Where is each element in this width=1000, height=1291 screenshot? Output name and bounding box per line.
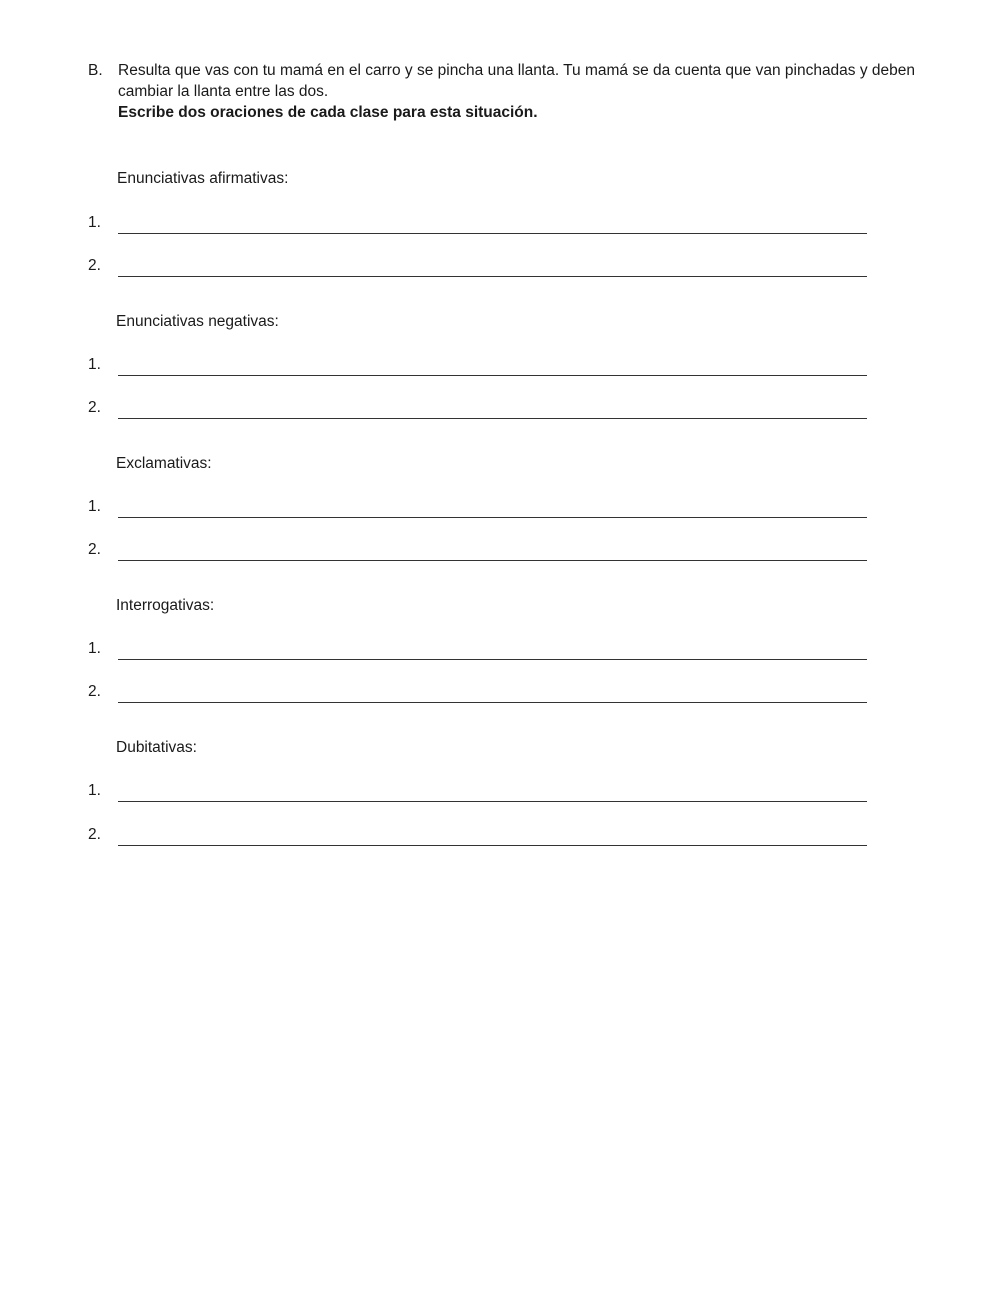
answer-line[interactable]: [118, 560, 867, 561]
section-title: Interrogativas:: [116, 597, 215, 614]
answer-row: [0, 498, 1000, 522]
instruction-block: [88, 60, 918, 123]
instruction-marker: B.: [88, 62, 103, 79]
answer-row: [0, 683, 1000, 707]
instruction-text: Resulta que vas con tu mamá en el carro y se pincha una llanta. Tu mamá se da cuenta que van pinchadas y deben cambiar la llanta entre las dos.: [118, 62, 916, 100]
answer-number: 2.: [88, 541, 101, 558]
instruction-bold-text: Escribe dos oraciones de cada clase para esta situación.: [118, 104, 538, 121]
answer-line[interactable]: [118, 702, 867, 703]
answer-number: 2.: [88, 683, 101, 700]
answer-line[interactable]: [118, 233, 867, 234]
answer-row: [0, 541, 1000, 565]
answer-number: 2.: [88, 399, 101, 416]
answer-number: 1.: [88, 214, 101, 231]
answer-row: [0, 214, 1000, 238]
section-title: Dubitativas:: [116, 739, 197, 756]
answer-row: [0, 257, 1000, 281]
answer-line[interactable]: [118, 517, 867, 518]
answer-line[interactable]: [118, 276, 867, 277]
answer-line[interactable]: [118, 801, 867, 802]
answer-number: 1.: [88, 640, 101, 657]
answer-row: [0, 640, 1000, 664]
answer-row: [0, 782, 1000, 806]
answer-line[interactable]: [118, 659, 867, 660]
answer-number: 1.: [88, 782, 101, 799]
section-title: Enunciativas afirmativas:: [117, 170, 289, 187]
answer-line[interactable]: [118, 418, 867, 419]
answer-line[interactable]: [118, 845, 867, 846]
answer-row: [0, 399, 1000, 423]
answer-row: [0, 826, 1000, 850]
answer-row: [0, 356, 1000, 380]
section-title: Enunciativas negativas:: [116, 313, 279, 330]
answer-number: 1.: [88, 356, 101, 373]
answer-number: 2.: [88, 826, 101, 843]
answer-number: 2.: [88, 257, 101, 274]
answer-line[interactable]: [118, 375, 867, 376]
section-title: Exclamativas:: [116, 455, 212, 472]
answer-number: 1.: [88, 498, 101, 515]
